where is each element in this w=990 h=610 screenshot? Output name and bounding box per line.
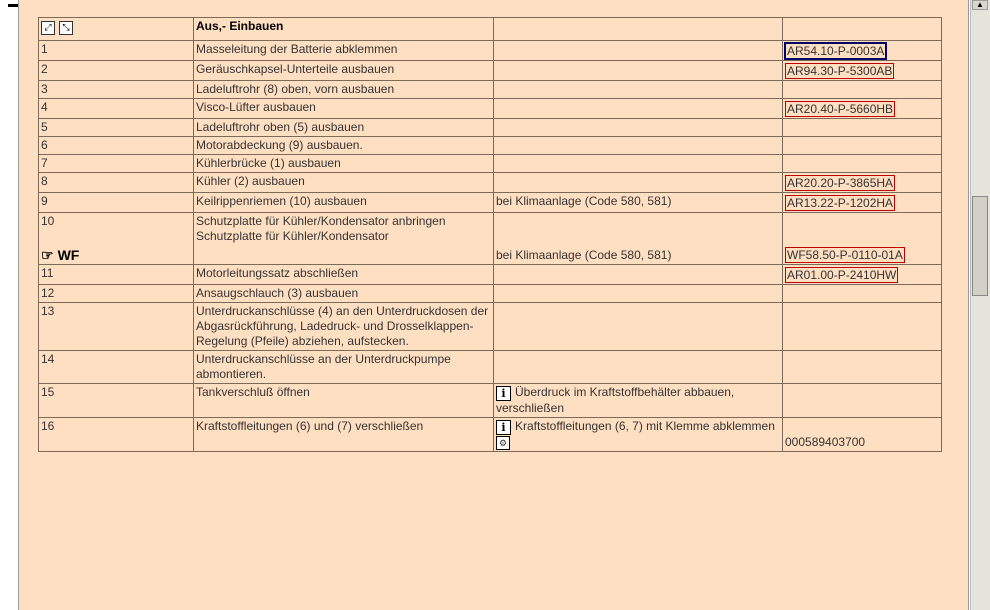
step-ref-cell	[783, 418, 942, 452]
table-row	[39, 99, 942, 119]
step-note-cell	[494, 384, 783, 418]
step-note	[494, 119, 783, 137]
table-row	[39, 285, 942, 303]
step-ref-cell	[783, 173, 942, 193]
collapse-icon[interactable]: ⤡	[59, 21, 73, 35]
header-icons-cell	[39, 18, 194, 41]
step-ref-link[interactable]: AR54.10-P-0003A	[787, 44, 885, 58]
wf-label: WF	[57, 247, 80, 263]
step-description: Unterdruckanschlüsse an der Unterdruckpumpe abmontieren.	[194, 351, 494, 384]
step-note	[494, 155, 783, 173]
step-number: 8	[39, 173, 194, 193]
step-ref-cell	[783, 303, 942, 351]
step-note	[494, 173, 783, 193]
step-description: Visco-Lüfter ausbauen	[194, 99, 494, 119]
wf-marker	[41, 248, 191, 263]
step-ref-link[interactable]: AR13.22-P-1202HA	[787, 196, 894, 210]
step-ref-link[interactable]: AR01.00-P-2410HW	[787, 268, 897, 282]
step-note	[494, 41, 783, 61]
step-description: Kraftstoffleitungen (6) und (7) verschließen	[194, 418, 494, 452]
table-row	[39, 119, 942, 137]
vertical-scrollbar[interactable]	[970, 0, 990, 610]
document-page	[18, 0, 969, 610]
step-note-cell	[494, 418, 783, 452]
step-description: Kühler (2) ausbauen	[194, 173, 494, 193]
step-ref-cell	[783, 384, 942, 418]
step-ref-link[interactable]: WF58.50-P-0110-01A	[787, 248, 903, 262]
step-ref-cell	[783, 41, 942, 61]
tool-number[interactable]: 000589403700	[785, 435, 866, 449]
table-row	[39, 384, 942, 418]
table-row	[39, 265, 942, 285]
table-row	[39, 418, 942, 452]
step-description: Tankverschluß öffnen	[194, 384, 494, 418]
expand-icon[interactable]: ⤢	[41, 21, 55, 35]
step-description: Keilrippenriemen (10) ausbauen	[194, 193, 494, 213]
step-ref-cell	[783, 193, 942, 213]
step-ref-cell	[783, 213, 942, 265]
step-description-wf: Schutzplatte für Kühler/Kondensator	[196, 229, 389, 243]
step-number: 7	[39, 155, 194, 173]
step-note: bei Klimaanlage (Code 580, 581)	[494, 193, 783, 213]
step-description: Ladeluftrohr (8) oben, vorn ausbauen	[194, 81, 494, 99]
step-description: Kühlerbrücke (1) ausbauen	[194, 155, 494, 173]
step-ref-cell	[783, 155, 942, 173]
step-ref-cell	[783, 119, 942, 137]
table-row	[39, 351, 942, 384]
step-number: 15	[39, 384, 194, 418]
step-number-cell	[39, 213, 194, 265]
step-ref-cell	[783, 99, 942, 119]
step-note: Überdruck im Kraftstoffbehälter abbauen, verschließen	[496, 385, 735, 415]
table-row	[39, 137, 942, 155]
tool-icon[interactable]: ⚙	[496, 436, 510, 450]
work-steps-table	[38, 17, 942, 452]
step-note-cell	[494, 213, 783, 265]
step-number: 1	[39, 41, 194, 61]
step-description: Motorleitungssatz abschließen	[194, 265, 494, 285]
step-number: 9	[39, 193, 194, 213]
table-row	[39, 81, 942, 99]
step-ref-cell	[783, 285, 942, 303]
table-header-row	[39, 18, 942, 41]
step-ref-cell	[783, 351, 942, 384]
step-description: Ansaugschlauch (3) ausbauen	[194, 285, 494, 303]
header-empty-cell	[783, 18, 942, 41]
table-title: Aus,- Einbauen	[196, 19, 284, 33]
table-row	[39, 173, 942, 193]
step-note	[494, 265, 783, 285]
table-row	[39, 41, 942, 61]
step-ref-link[interactable]: AR94.30-P-5300AB	[787, 64, 893, 78]
step-note: Kraftstoffleitungen (6, 7) mit Klemme abklemmen	[515, 419, 775, 433]
step-note	[494, 61, 783, 81]
step-number: 4	[39, 99, 194, 119]
step-number: 2	[39, 61, 194, 81]
step-note	[494, 99, 783, 119]
table-row	[39, 303, 942, 351]
step-description: Geräuschkapsel-Unterteile ausbauen	[194, 61, 494, 81]
step-ref-link[interactable]: AR20.20-P-3865HA	[787, 176, 894, 190]
step-ref-cell	[783, 265, 942, 285]
step-number: 5	[39, 119, 194, 137]
step-note	[494, 285, 783, 303]
step-note	[494, 351, 783, 384]
step-description: Masseleitung der Batterie abklemmen	[194, 41, 494, 61]
step-ref-cell	[783, 61, 942, 81]
step-note	[494, 81, 783, 99]
step-note: bei Klimaanlage (Code 580, 581)	[496, 248, 672, 262]
step-description-cell	[194, 213, 494, 265]
scrollbar-thumb[interactable]	[972, 196, 988, 296]
pointing-hand-icon: ☞	[41, 247, 54, 263]
step-number: 16	[39, 418, 194, 452]
step-note	[494, 303, 783, 351]
table-row	[39, 61, 942, 81]
table-row	[39, 155, 942, 173]
table-row	[39, 193, 942, 213]
step-description: Ladeluftrohr oben (5) ausbauen	[194, 119, 494, 137]
left-edge-marker	[8, 4, 18, 7]
table-row	[39, 213, 942, 265]
step-ref-link[interactable]: AR20.40-P-5660HB	[787, 102, 894, 116]
step-description: Motorabdeckung (9) ausbauen.	[194, 137, 494, 155]
step-number: 11	[39, 265, 194, 285]
step-ref-cell	[783, 137, 942, 155]
scroll-up-arrow-icon[interactable]: ▲	[972, 0, 988, 10]
step-description: Schutzplatte für Kühler/Kondensator anbringen	[196, 214, 446, 228]
step-number: 3	[39, 81, 194, 99]
step-note	[494, 137, 783, 155]
step-description: Unterdruckanschlüsse (4) an den Unterdruckdosen der Abgasrückführung, Ladedruck- und Drosselklappen-Regelung (Pfeile) abziehen, aufstecken.	[194, 303, 494, 351]
header-empty-cell	[494, 18, 783, 41]
header-title	[194, 18, 494, 41]
info-icon[interactable]: i	[496, 386, 511, 401]
step-number: 14	[39, 351, 194, 384]
step-number: 12	[39, 285, 194, 303]
step-ref-cell	[783, 81, 942, 99]
info-icon[interactable]: i	[496, 420, 511, 435]
step-number: 13	[39, 303, 194, 351]
step-number: 10	[41, 214, 55, 228]
step-number: 6	[39, 137, 194, 155]
